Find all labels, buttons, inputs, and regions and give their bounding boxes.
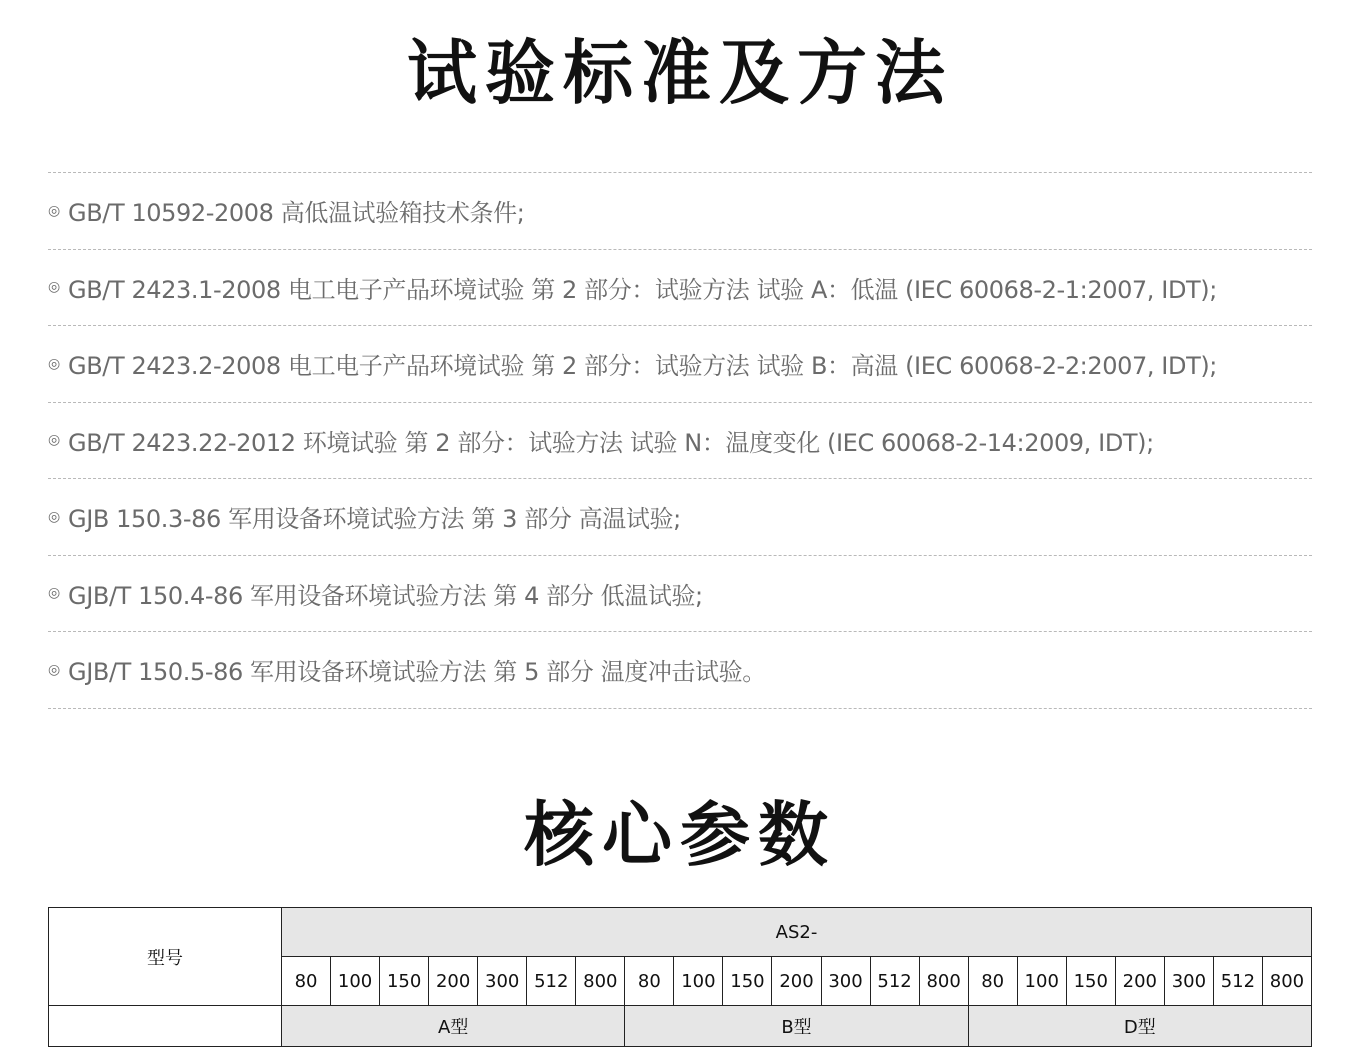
- size-cell: 150: [380, 957, 429, 1006]
- circled-dot-icon: ◎: [48, 355, 61, 372]
- size-cell: 150: [723, 957, 772, 1006]
- size-cell: 100: [674, 957, 723, 1006]
- size-cell: 150: [1066, 957, 1115, 1006]
- circled-dot-icon: ◎: [48, 279, 61, 296]
- list-item: ◎ GB/T 2423.2-2008 电工电子产品环境试验 第 2 部分：试验方法 试验 B：高温 (IEC 60068-2-2:2007, IDT);: [48, 352, 1217, 381]
- size-cell: 512: [1213, 957, 1262, 1006]
- size-cell: 800: [1262, 957, 1311, 1006]
- size-cell: 512: [870, 957, 919, 1006]
- standards-list: [48, 172, 1312, 709]
- size-cell: 300: [478, 957, 527, 1006]
- size-cell: 800: [919, 957, 968, 1006]
- divider: [48, 708, 1312, 709]
- size-cell: 100: [1017, 957, 1066, 1006]
- circled-dot-icon: ◎: [48, 508, 61, 525]
- size-cell: 100: [331, 957, 380, 1006]
- size-cell: 80: [625, 957, 674, 1006]
- list-item: ◎ GJB/T 150.5-86 军用设备环境试验方法 第 5 部分 温度冲击试验。: [48, 658, 766, 687]
- type-header-cell: D型: [968, 1006, 1311, 1047]
- empty-cell: [49, 1006, 282, 1047]
- model-label-cell: 型号: [49, 908, 282, 1006]
- list-item: ◎ GB/T 2423.22-2012 环境试验 第 2 部分：试验方法 试验 N：温度变化 (IEC 60068-2-14:2009, IDT);: [48, 428, 1154, 457]
- circled-dot-icon: ◎: [48, 202, 61, 219]
- params-table: [48, 907, 1312, 1047]
- list-item: ◎ GB/T 10592-2008 高低温试验箱技术条件;: [48, 199, 525, 228]
- series-header-cell: AS2-: [282, 908, 1312, 957]
- list-item: ◎ GJB/T 150.4-86 军用设备环境试验方法 第 4 部分 低温试验;: [48, 581, 703, 610]
- size-cell: 80: [968, 957, 1017, 1006]
- size-cell: 300: [1164, 957, 1213, 1006]
- size-cell: 200: [429, 957, 478, 1006]
- circled-dot-icon: ◎: [48, 585, 61, 602]
- size-cell: 800: [576, 957, 625, 1006]
- section-title-standards: 试验标准及方法: [407, 32, 953, 114]
- size-cell: 200: [1115, 957, 1164, 1006]
- list-item: ◎ GB/T 2423.1-2008 电工电子产品环境试验 第 2 部分：试验方法 试验 A：低温 (IEC 60068-2-1:2007, IDT);: [48, 275, 1217, 304]
- size-cell: 512: [527, 957, 576, 1006]
- section-title-core-params: 核心参数: [524, 794, 836, 876]
- size-cell: 80: [282, 957, 331, 1006]
- type-header-cell: A型: [282, 1006, 625, 1047]
- size-cell: 200: [772, 957, 821, 1006]
- size-cell: 300: [821, 957, 870, 1006]
- type-header-cell: B型: [625, 1006, 968, 1047]
- list-item: ◎ GJB 150.3-86 军用设备环境试验方法 第 3 部分 高温试验;: [48, 505, 681, 534]
- circled-dot-icon: ◎: [48, 661, 61, 678]
- circled-dot-icon: ◎: [48, 432, 61, 449]
